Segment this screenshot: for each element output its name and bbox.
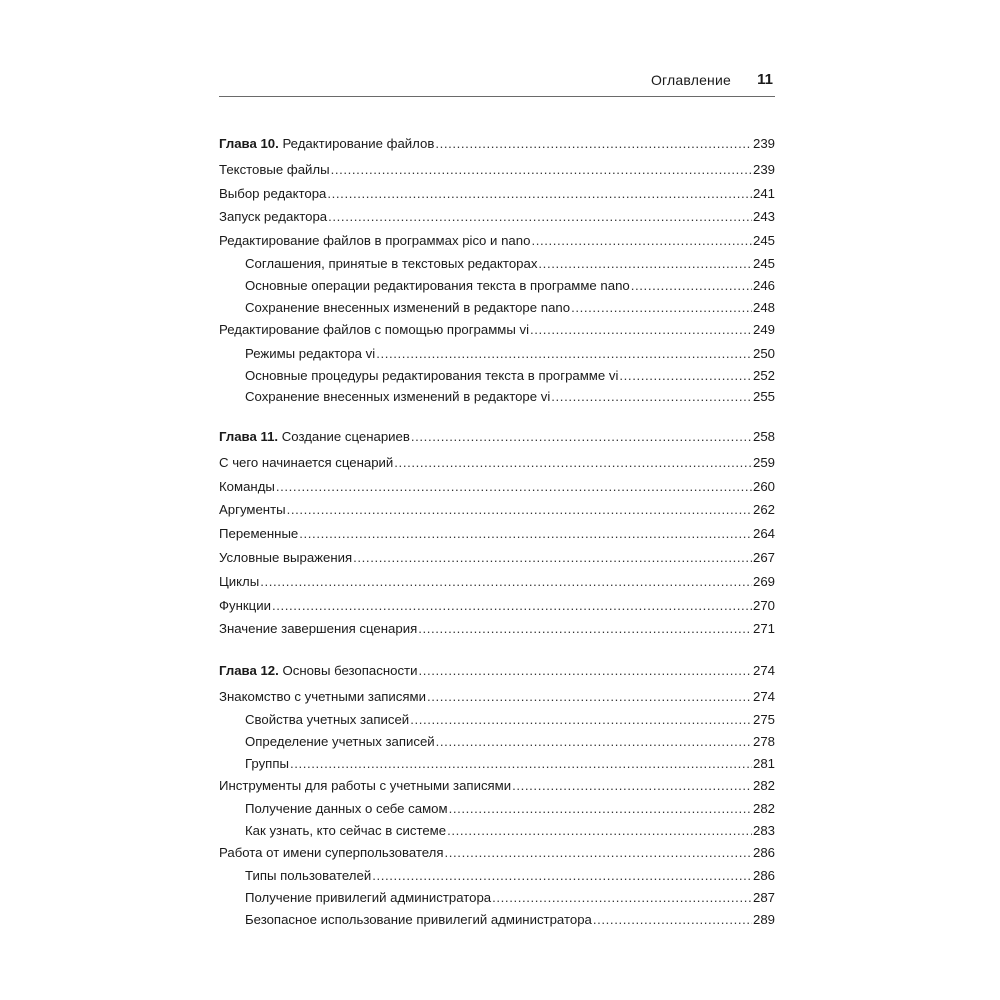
toc-page-number: 262	[752, 502, 775, 517]
toc-page-number: 250	[752, 346, 775, 361]
toc-page-number: 239	[752, 162, 775, 177]
leader-dots	[290, 755, 752, 772]
toc-entry-title: Редактирование файлов в программах pico и nano	[219, 233, 531, 248]
toc-subentry[interactable]	[245, 800, 775, 817]
leader-dots	[447, 822, 752, 839]
leader-dots	[435, 135, 752, 152]
chapter-prefix: Глава 11.	[219, 429, 279, 444]
leader-dots	[411, 428, 752, 445]
leader-dots	[538, 255, 752, 272]
toc-entry-title: Типы пользователей	[245, 868, 372, 883]
toc-entry[interactable]	[219, 161, 775, 178]
toc-entry-title: Сохранение внесенных изменений в редакторе vi	[245, 389, 551, 404]
toc-page-number: 252	[752, 368, 775, 383]
toc-page-number: 275	[752, 712, 775, 727]
toc-page-number: 258	[752, 429, 775, 444]
toc-page-number: 248	[752, 300, 775, 315]
toc-entry-title: Режимы редактора vi	[245, 346, 376, 361]
leader-dots	[631, 277, 752, 294]
leader-dots	[531, 232, 752, 249]
leader-dots	[328, 208, 752, 225]
toc-entry[interactable]	[219, 844, 775, 861]
leader-dots	[394, 454, 752, 471]
leader-dots	[272, 597, 752, 614]
toc-page-number: 249	[752, 322, 775, 337]
toc-subentry[interactable]	[245, 867, 775, 884]
toc-entry-title: Соглашения, принятые в текстовых редакторах	[245, 256, 538, 271]
chapter-heading[interactable]	[219, 428, 775, 445]
toc-page-number: 245	[752, 233, 775, 248]
leader-dots	[551, 388, 752, 405]
toc-entry-title: Безопасное использование привилегий администратора	[245, 912, 592, 927]
chapter-title: Создание сценариев	[281, 429, 410, 444]
toc-entry[interactable]	[219, 549, 775, 566]
toc-entry-title: Инструменты для работы с учетными записями	[219, 778, 512, 793]
leader-dots	[299, 525, 752, 542]
leader-dots	[287, 501, 752, 518]
leader-dots	[418, 662, 752, 679]
toc-page-number: 241	[752, 186, 775, 201]
leader-dots	[410, 711, 752, 728]
toc-subentry[interactable]	[245, 889, 775, 906]
toc-subentry[interactable]	[245, 255, 775, 272]
leader-dots	[571, 299, 752, 316]
toc-entry-title: Переменные	[219, 526, 299, 541]
toc-page-number: 269	[752, 574, 775, 589]
toc-entry-title: Выбор редактора	[219, 186, 327, 201]
toc-page-number: 243	[752, 209, 775, 224]
toc-entry-title: С чего начинается сценарий	[219, 455, 394, 470]
toc-subentry[interactable]	[245, 345, 775, 362]
chapter-heading[interactable]	[219, 135, 775, 152]
leader-dots	[512, 777, 752, 794]
toc-page-number: 282	[752, 778, 775, 793]
toc-subentry[interactable]	[245, 755, 775, 772]
toc-entry-title: Редактирование файлов с помощью программы vi	[219, 322, 530, 337]
toc-entry-title: Определение учетных записей	[245, 734, 435, 749]
toc-subentry[interactable]	[245, 733, 775, 750]
leader-dots	[376, 345, 752, 362]
toc-entry[interactable]	[219, 573, 775, 590]
toc-page-number: 278	[752, 734, 775, 749]
toc-subentry[interactable]	[245, 367, 775, 384]
chapter-prefix: Глава 12.	[219, 663, 279, 678]
toc-entry-title: Текстовые файлы	[219, 162, 330, 177]
toc-page-number: 239	[752, 136, 775, 151]
leader-dots	[436, 733, 752, 750]
leader-dots	[372, 867, 752, 884]
toc-entry-title: Запуск редактора	[219, 209, 328, 224]
leader-dots	[260, 573, 752, 590]
toc-entry[interactable]	[219, 597, 775, 614]
leader-dots	[492, 889, 752, 906]
chapter-title: Редактирование файлов	[282, 136, 435, 151]
toc-entry[interactable]	[219, 777, 775, 794]
toc-subentry[interactable]	[245, 822, 775, 839]
chapter-prefix: Глава 10.	[219, 136, 279, 151]
leader-dots	[530, 321, 752, 338]
toc-entry-title: Основные операции редактирования текста в программе nano	[245, 278, 630, 293]
toc-page-number: 283	[752, 823, 775, 838]
toc-subentry[interactable]	[245, 711, 775, 728]
toc-page-number: 289	[752, 912, 775, 927]
toc-entry[interactable]	[219, 478, 775, 495]
toc-page-number: 255	[752, 389, 775, 404]
leader-dots	[418, 620, 752, 637]
toc-page-number: 286	[752, 868, 775, 883]
toc-entry-title: Свойства учетных записей	[245, 712, 410, 727]
leader-dots	[353, 549, 752, 566]
header-page-number: 11	[757, 71, 773, 88]
toc-entry-title: Знакомство с учетными записями	[219, 689, 426, 704]
toc-entry[interactable]	[219, 688, 775, 705]
leader-dots	[427, 688, 752, 705]
toc-page-number: 286	[752, 845, 775, 860]
toc-entry[interactable]	[219, 620, 775, 637]
toc-subentry[interactable]	[245, 388, 775, 405]
toc-entry[interactable]	[219, 185, 775, 202]
toc-page-number: 246	[752, 278, 775, 293]
toc-page-number: 259	[752, 455, 775, 470]
toc-entry-title: Значение завершения сценария	[219, 621, 418, 636]
chapter-title: Основы безопасности	[282, 663, 418, 678]
toc-entry-title: Функции	[219, 598, 271, 613]
leader-dots	[331, 161, 752, 178]
toc-subentry[interactable]	[245, 277, 775, 294]
toc-page-number: 260	[752, 479, 775, 494]
toc-entry-title: Аргументы	[219, 502, 286, 517]
toc-page	[219, 66, 775, 927]
toc-entry-title: Получение данных о себе самом	[245, 801, 448, 816]
toc-page-number: 287	[752, 890, 775, 905]
toc-entry-title: Команды	[219, 479, 275, 494]
running-header	[219, 66, 775, 97]
toc-subentry[interactable]	[245, 911, 775, 928]
toc-entry-title: Работа от имени суперпользователя	[219, 845, 444, 860]
header-title: Оглавление	[650, 72, 731, 88]
leader-dots	[327, 185, 752, 202]
leader-dots	[276, 478, 752, 495]
toc-page-number: 264	[752, 526, 775, 541]
toc-entry[interactable]	[219, 232, 775, 249]
toc-entry[interactable]	[219, 501, 775, 518]
toc-page-number: 274	[752, 663, 775, 678]
toc-subentry[interactable]	[245, 299, 775, 316]
toc-entry[interactable]	[219, 454, 775, 471]
toc-page-number: 281	[752, 756, 775, 771]
toc-entry[interactable]	[219, 208, 775, 225]
leader-dots	[445, 844, 752, 861]
toc-page-number: 267	[752, 550, 775, 565]
toc-entry[interactable]	[219, 525, 775, 542]
toc-page-number: 282	[752, 801, 775, 816]
toc-entry-title: Циклы	[219, 574, 260, 589]
toc-page-number: 271	[752, 621, 775, 636]
leader-dots	[449, 800, 752, 817]
toc-page-number: 245	[752, 256, 775, 271]
toc-entry-title: Сохранение внесенных изменений в редакторе nano	[245, 300, 571, 315]
toc-entry-title: Получение привилегий администратора	[245, 890, 492, 905]
leader-dots	[619, 367, 752, 384]
toc-entry-title: Группы	[245, 756, 289, 771]
toc-entry-title: Как узнать, кто сейчас в системе	[245, 823, 447, 838]
chapter-heading[interactable]	[219, 662, 775, 679]
toc-entry-title: Условные выражения	[219, 550, 353, 565]
toc-page-number: 270	[752, 598, 775, 613]
toc-entry-title: Основные процедуры редактирования текста в программе vi	[245, 368, 619, 383]
toc-entry[interactable]	[219, 321, 775, 338]
toc-page-number: 274	[752, 689, 775, 704]
leader-dots	[593, 911, 752, 928]
